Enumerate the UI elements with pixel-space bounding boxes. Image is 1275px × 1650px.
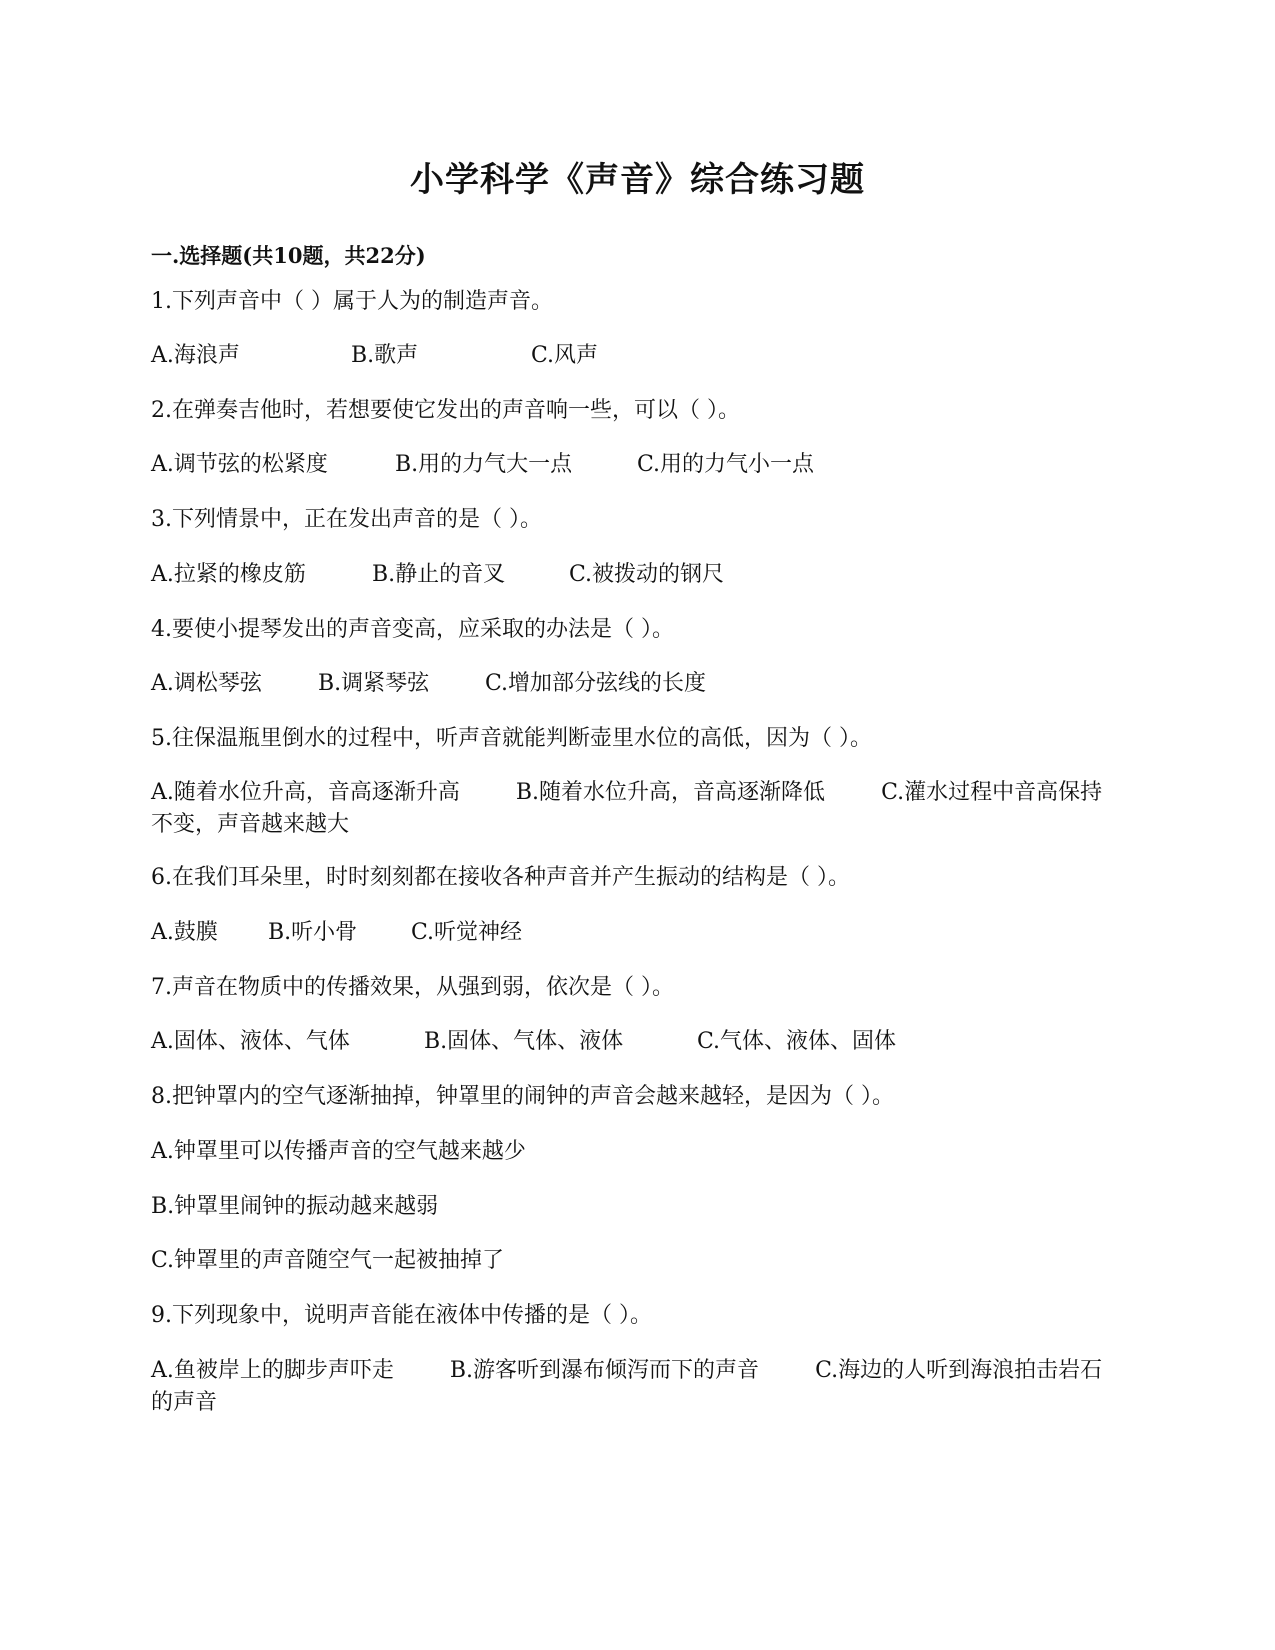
option-a: A.钟罩里可以传播声音的空气越来越少 [151,1139,526,1164]
option-a: A.固体、液体、气体 [151,1029,350,1054]
question-stem: 4.要使小提琴发出的声音变高，应采取的办法是（ ）。 [151,617,674,642]
option-c: C.气体、液体、固体 [697,1029,897,1054]
option-a: A.鱼被岸上的脚步声吓走 [151,1358,394,1383]
option-b: B.静止的音叉 [372,562,506,587]
question-stem: 8.把钟罩内的空气逐渐抽掉，钟罩里的闹钟的声音会越来越轻，是因为（ ）。 [151,1084,894,1109]
question-options [151,449,814,481]
option-a: A.随着水位升高，音高逐渐升高 [151,780,460,805]
question-options [151,777,1111,841]
option-a: A.调节弦的松紧度 [151,452,328,477]
option-b: B.固体、气体、液体 [424,1029,624,1054]
question-options [151,559,724,591]
option-b: B.听小骨 [268,920,358,945]
option-a: A.拉紧的橡皮筋 [151,562,306,587]
option-c: C.风声 [531,343,599,368]
question-stem: 9.下列现象中，说明声音能在液体中传播的是（ ）。 [151,1303,652,1328]
option-a: A.调松琴弦 [151,671,262,696]
option-b: B.钟罩里闹钟的振动越来越弱 [151,1194,439,1219]
option-c: C.用的力气小一点 [637,452,815,477]
question-stem: 1.下列声音中（ ）属于人为的制造声音。 [151,289,553,314]
question-options [151,1026,896,1058]
option-a: A.海浪声 [151,343,240,368]
option-c: C.增加部分弦线的长度 [485,671,707,696]
option-b: B.调紧琴弦 [318,671,430,696]
question-stem: 6.在我们耳朵里，时时刻刻都在接收各种声音并产生振动的结构是（ ）。 [151,865,850,890]
option-b: B.游客听到瀑布倾泻而下的声音 [449,1358,760,1383]
option-b: B.用的力气大一点 [395,452,573,477]
option-c: C.听觉神经 [411,920,523,945]
option-c: C.海边的人听到海浪拍击岩石的声音 [151,1358,1103,1415]
option-c: C.被拨动的钢尺 [569,562,725,587]
option-b: B.随着水位升高，音高逐渐降低 [515,780,826,805]
question-options [151,340,598,372]
option-a: A.鼓膜 [151,920,218,945]
page-title: 小学科学《声音》综合练习题 [410,160,865,200]
question-stem: 3.下列情景中，正在发出声音的是（ ）。 [151,507,542,532]
question-options [151,668,706,700]
option-c: C.钟罩里的声音随空气一起被抽掉了 [151,1248,505,1273]
option-b: B.歌声 [351,343,419,368]
question-stem: 7.声音在物质中的传播效果，从强到弱，依次是（ ）。 [151,975,674,1000]
section-heading: 一.选择题(共10题，共22分) [151,243,426,268]
question-options [151,1355,1111,1419]
question-stem: 5.往保温瓶里倒水的过程中，听声音就能判断壶里水位的高低，因为（ ）。 [151,726,872,751]
question-options [151,917,522,949]
question-stem: 2.在弹奏吉他时，若想要使它发出的声音响一些，可以（ ）。 [151,398,740,423]
option-c: C.灌水过程中音高保持不变，声音越来越大 [151,780,1103,837]
